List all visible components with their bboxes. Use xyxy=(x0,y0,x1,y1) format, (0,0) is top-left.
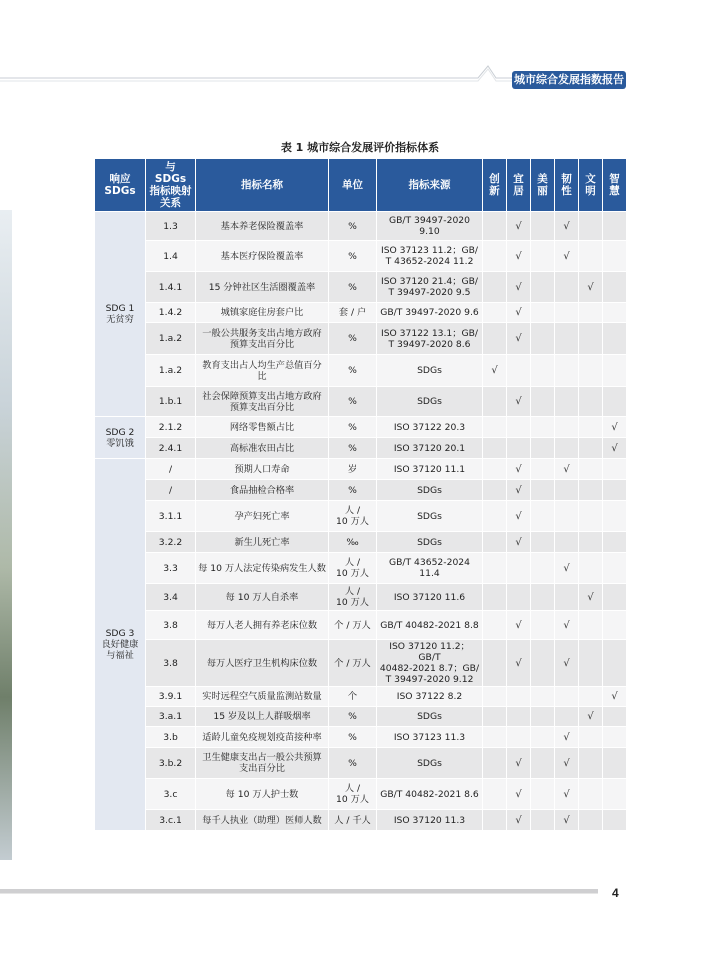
dimension-check-cell xyxy=(507,727,531,748)
unit-cell: % xyxy=(329,727,377,748)
dimension-check-cell xyxy=(603,241,627,272)
dimension-check-cell: √ xyxy=(507,611,531,640)
table-row xyxy=(95,748,627,779)
indicator-name-cell: 基本养老保险覆盖率 xyxy=(196,212,329,241)
dimension-check-cell xyxy=(603,748,627,779)
dimension-check-cell xyxy=(579,532,603,553)
dimension-check-cell xyxy=(531,501,555,532)
dimension-check-cell xyxy=(531,727,555,748)
dimension-check-cell: √ xyxy=(555,611,579,640)
dimension-check-cell: √ xyxy=(507,501,531,532)
dimension-check-cell xyxy=(603,480,627,501)
table-row xyxy=(95,810,627,831)
source-cell: GB/T 40482-2021 8.6 xyxy=(377,779,483,810)
dimension-check-cell xyxy=(603,640,627,687)
dimension-check-cell: √ xyxy=(507,387,531,417)
dimension-check-cell xyxy=(531,355,555,387)
unit-cell: % xyxy=(329,241,377,272)
unit-cell: % xyxy=(329,417,377,438)
source-cell: ISO 37120 11.2；GB/T 40482-2021 8.7；GB/ T 39497-2020 9.12 xyxy=(377,640,483,687)
dimension-check-cell: √ xyxy=(555,810,579,831)
dimension-check-cell xyxy=(603,323,627,355)
unit-cell: % xyxy=(329,323,377,355)
report-title-tag: 城市综合发展指数报告 xyxy=(512,71,626,89)
indicator-name-cell: 社会保障预算支出占地方政府预算支出百分比 xyxy=(196,387,329,417)
dimension-check-cell xyxy=(555,438,579,459)
source-cell: SDGs xyxy=(377,355,483,387)
mapping-code-cell: 3.c.1 xyxy=(146,810,196,831)
mapping-code-cell: / xyxy=(146,459,196,480)
table-row xyxy=(95,727,627,748)
dimension-check-cell xyxy=(531,779,555,810)
table-row xyxy=(95,212,627,241)
dimension-check-cell xyxy=(483,687,507,707)
dimension-check-cell xyxy=(603,707,627,727)
dimension-check-cell xyxy=(603,501,627,532)
dimension-check-cell xyxy=(555,584,579,611)
dimension-check-cell xyxy=(531,532,555,553)
dimension-check-cell xyxy=(507,417,531,438)
col-beautiful: 美 丽 xyxy=(531,159,555,212)
unit-cell: 人 / 10 万人 xyxy=(329,553,377,584)
dimension-check-cell xyxy=(483,532,507,553)
source-cell: ISO 37122 13.1；GB/ T 39497-2020 8.6 xyxy=(377,323,483,355)
mapping-code-cell: 1.a.2 xyxy=(146,355,196,387)
source-cell: GB/T 39497-2020 9.6 xyxy=(377,303,483,323)
dimension-check-cell: √ xyxy=(507,459,531,480)
mapping-code-cell: 3.2.2 xyxy=(146,532,196,553)
dimension-check-cell xyxy=(555,480,579,501)
dimension-check-cell xyxy=(579,553,603,584)
sdg-group-cell: SDG 1 无贫穷 xyxy=(95,212,146,417)
dimension-check-cell xyxy=(555,687,579,707)
indicator-name-cell: 实时远程空气质量监测站数量 xyxy=(196,687,329,707)
dimension-check-cell xyxy=(579,303,603,323)
dimension-check-cell xyxy=(555,323,579,355)
dimension-check-cell xyxy=(531,417,555,438)
source-cell: SDGs xyxy=(377,480,483,501)
dimension-check-cell xyxy=(531,459,555,480)
unit-cell: % xyxy=(329,480,377,501)
dimension-check-cell xyxy=(579,687,603,707)
col-livable: 宜 居 xyxy=(507,159,531,212)
indicator-name-cell: 孕产妇死亡率 xyxy=(196,501,329,532)
unit-cell: 人 / 10 万人 xyxy=(329,501,377,532)
indicator-name-cell: 每千人执业（助理）医师人数 xyxy=(196,810,329,831)
source-cell: ISO 37123 11.2；GB/ T 43652-2024 11.2 xyxy=(377,241,483,272)
page-number: 4 xyxy=(612,886,619,900)
dimension-check-cell xyxy=(531,241,555,272)
dimension-check-cell xyxy=(531,438,555,459)
source-cell: ISO 37122 20.3 xyxy=(377,417,483,438)
dimension-check-cell xyxy=(483,459,507,480)
dimension-check-cell xyxy=(579,810,603,831)
col-unit: 单位 xyxy=(329,159,377,212)
indicator-name-cell: 一般公共服务支出占地方政府预算支出百分比 xyxy=(196,323,329,355)
dimension-check-cell xyxy=(603,553,627,584)
unit-cell: % xyxy=(329,387,377,417)
table-body xyxy=(95,212,627,831)
table-row xyxy=(95,779,627,810)
indicator-name-cell: 15 岁及以上人群吸烟率 xyxy=(196,707,329,727)
dimension-check-cell xyxy=(531,323,555,355)
table-row xyxy=(95,687,627,707)
dimension-check-cell: √ xyxy=(507,323,531,355)
dimension-check-cell xyxy=(579,387,603,417)
unit-cell: % xyxy=(329,212,377,241)
dimension-check-cell xyxy=(555,355,579,387)
dimension-check-cell: √ xyxy=(507,640,531,687)
dimension-check-cell xyxy=(531,611,555,640)
dimension-check-cell: √ xyxy=(507,532,531,553)
source-cell: SDGs xyxy=(377,387,483,417)
dimension-check-cell xyxy=(579,417,603,438)
unit-cell: 岁 xyxy=(329,459,377,480)
col-source: 指标来源 xyxy=(377,159,483,212)
dimension-check-cell xyxy=(483,438,507,459)
dimension-check-cell xyxy=(483,212,507,241)
dimension-check-cell xyxy=(603,611,627,640)
dimension-check-cell: √ xyxy=(507,810,531,831)
dimension-check-cell xyxy=(603,532,627,553)
dimension-check-cell: √ xyxy=(603,687,627,707)
indicator-name-cell: 卫生健康支出占一般公共预算支出百分比 xyxy=(196,748,329,779)
mapping-code-cell: 3.8 xyxy=(146,611,196,640)
dimension-check-cell: √ xyxy=(507,212,531,241)
table-row xyxy=(95,438,627,459)
footer-bar-shadow xyxy=(0,893,598,894)
dimension-check-cell: √ xyxy=(507,779,531,810)
dimension-check-cell xyxy=(603,810,627,831)
dimension-check-cell: √ xyxy=(555,241,579,272)
indicator-name-cell: 高标准农田占比 xyxy=(196,438,329,459)
source-cell: GB/T 40482-2021 8.8 xyxy=(377,611,483,640)
dimension-check-cell xyxy=(579,748,603,779)
background-photo-strip xyxy=(0,210,12,860)
mapping-code-cell: 2.1.2 xyxy=(146,417,196,438)
dimension-check-cell xyxy=(483,810,507,831)
indicator-name-cell: 每 10 万人自杀率 xyxy=(196,584,329,611)
mapping-code-cell: 3.3 xyxy=(146,553,196,584)
mapping-code-cell: 3.b xyxy=(146,727,196,748)
dimension-check-cell xyxy=(531,387,555,417)
mapping-code-cell: 2.4.1 xyxy=(146,438,196,459)
dimension-check-cell: √ xyxy=(507,272,531,303)
table-row xyxy=(95,480,627,501)
dimension-check-cell xyxy=(579,459,603,480)
dimension-check-cell xyxy=(579,355,603,387)
unit-cell: 套 / 户 xyxy=(329,303,377,323)
dimension-check-cell xyxy=(483,640,507,687)
dimension-check-cell xyxy=(579,779,603,810)
dimension-check-cell xyxy=(579,727,603,748)
source-cell: ISO 37120 11.6 xyxy=(377,584,483,611)
dimension-check-cell: √ xyxy=(555,553,579,584)
dimension-check-cell: √ xyxy=(555,640,579,687)
source-cell: SDGs xyxy=(377,501,483,532)
dimension-check-cell xyxy=(579,212,603,241)
dimension-check-cell xyxy=(603,303,627,323)
mapping-code-cell: 3.b.2 xyxy=(146,748,196,779)
unit-cell: % xyxy=(329,438,377,459)
dimension-check-cell xyxy=(603,212,627,241)
dimension-check-cell xyxy=(483,779,507,810)
table-row xyxy=(95,553,627,584)
col-mapping: 与 SDGs 指标映射 关系 xyxy=(146,159,196,212)
dimension-check-cell xyxy=(531,212,555,241)
unit-cell: % xyxy=(329,707,377,727)
indicator-name-cell: 新生儿死亡率 xyxy=(196,532,329,553)
dimension-check-cell xyxy=(579,501,603,532)
source-cell: SDGs xyxy=(377,532,483,553)
dimension-check-cell xyxy=(579,323,603,355)
mapping-code-cell: 1.4 xyxy=(146,241,196,272)
dimension-check-cell xyxy=(555,303,579,323)
dimension-check-cell xyxy=(603,727,627,748)
indicator-name-cell: 食品抽检合格率 xyxy=(196,480,329,501)
dimension-check-cell xyxy=(579,640,603,687)
dimension-check-cell xyxy=(507,355,531,387)
source-cell: ISO 37122 8.2 xyxy=(377,687,483,707)
dimension-check-cell xyxy=(531,748,555,779)
unit-cell: 人 / 千人 xyxy=(329,810,377,831)
table-row xyxy=(95,303,627,323)
unit-cell: ‰ xyxy=(329,532,377,553)
source-cell: SDGs xyxy=(377,748,483,779)
dimension-check-cell xyxy=(531,810,555,831)
mapping-code-cell: 1.a.2 xyxy=(146,323,196,355)
indicator-name-cell: 15 分钟社区生活圈覆盖率 xyxy=(196,272,329,303)
dimension-check-cell: √ xyxy=(507,748,531,779)
col-resilient: 韧 性 xyxy=(555,159,579,212)
mapping-code-cell: 1.b.1 xyxy=(146,387,196,417)
dimension-check-cell xyxy=(483,272,507,303)
dimension-check-cell xyxy=(603,387,627,417)
mapping-code-cell: 1.4.1 xyxy=(146,272,196,303)
table-row xyxy=(95,417,627,438)
indicator-name-cell: 预期人口寿命 xyxy=(196,459,329,480)
table-row xyxy=(95,272,627,303)
dimension-check-cell xyxy=(531,303,555,323)
dimension-check-cell: √ xyxy=(507,303,531,323)
table-row xyxy=(95,355,627,387)
dimension-check-cell xyxy=(531,584,555,611)
source-cell: SDGs xyxy=(377,707,483,727)
dimension-check-cell xyxy=(579,241,603,272)
dimension-check-cell xyxy=(483,748,507,779)
table-row xyxy=(95,611,627,640)
indicator-name-cell: 每 10 万人法定传染病发生人数 xyxy=(196,553,329,584)
source-cell: ISO 37120 11.1 xyxy=(377,459,483,480)
unit-cell: 个 / 万人 xyxy=(329,640,377,687)
col-civilized: 文 明 xyxy=(579,159,603,212)
unit-cell: 个 xyxy=(329,687,377,707)
mapping-code-cell: 1.3 xyxy=(146,212,196,241)
dimension-check-cell xyxy=(603,355,627,387)
table-row xyxy=(95,459,627,480)
table-header-row xyxy=(95,159,627,212)
mapping-code-cell: 3.a.1 xyxy=(146,707,196,727)
dimension-check-cell xyxy=(483,707,507,727)
dimension-check-cell xyxy=(555,272,579,303)
indicator-name-cell: 适龄儿童免疫规划疫苗接种率 xyxy=(196,727,329,748)
dimension-check-cell xyxy=(603,779,627,810)
mapping-code-cell: 3.4 xyxy=(146,584,196,611)
indicator-name-cell: 城镇家庭住房套户比 xyxy=(196,303,329,323)
dimension-check-cell: √ xyxy=(555,727,579,748)
mapping-code-cell: / xyxy=(146,480,196,501)
unit-cell: 个 / 万人 xyxy=(329,611,377,640)
dimension-check-cell: √ xyxy=(555,212,579,241)
table-row xyxy=(95,584,627,611)
table-row xyxy=(95,532,627,553)
dimension-check-cell: √ xyxy=(507,480,531,501)
dimension-check-cell: √ xyxy=(483,355,507,387)
dimension-check-cell xyxy=(483,387,507,417)
dimension-check-cell: √ xyxy=(603,417,627,438)
sdg-group-cell: SDG 2 零饥饿 xyxy=(95,417,146,459)
mapping-code-cell: 3.c xyxy=(146,779,196,810)
mapping-code-cell: 3.8 xyxy=(146,640,196,687)
indicator-name-cell: 网络零售额占比 xyxy=(196,417,329,438)
sdg-group-cell: SDG 3 良好健康 与福祉 xyxy=(95,459,146,831)
unit-cell: % xyxy=(329,748,377,779)
dimension-check-cell xyxy=(579,438,603,459)
dimension-check-cell: √ xyxy=(507,241,531,272)
dimension-check-cell xyxy=(531,480,555,501)
dimension-check-cell xyxy=(507,438,531,459)
table-title: 表 1 城市综合发展评价指标体系 xyxy=(280,141,440,154)
dimension-check-cell xyxy=(507,707,531,727)
table-row xyxy=(95,241,627,272)
indicator-table xyxy=(94,158,627,831)
dimension-check-cell xyxy=(579,611,603,640)
dimension-check-cell xyxy=(555,387,579,417)
dimension-check-cell xyxy=(603,272,627,303)
table-row xyxy=(95,640,627,687)
dimension-check-cell xyxy=(555,417,579,438)
source-cell: ISO 37120 20.1 xyxy=(377,438,483,459)
dimension-check-cell xyxy=(483,584,507,611)
source-cell: ISO 37123 11.3 xyxy=(377,727,483,748)
dimension-check-cell xyxy=(603,584,627,611)
indicator-name-cell: 教育支出占人均生产总值百分比 xyxy=(196,355,329,387)
table-row xyxy=(95,707,627,727)
dimension-check-cell xyxy=(483,611,507,640)
col-indicator: 指标名称 xyxy=(196,159,329,212)
indicator-name-cell: 每万人老人拥有养老床位数 xyxy=(196,611,329,640)
source-cell: GB/T 43652-2024 11.4 xyxy=(377,553,483,584)
unit-cell: % xyxy=(329,355,377,387)
dimension-check-cell xyxy=(483,727,507,748)
dimension-check-cell: √ xyxy=(555,748,579,779)
table-row xyxy=(95,501,627,532)
dimension-check-cell xyxy=(603,459,627,480)
dimension-check-cell: √ xyxy=(555,779,579,810)
table-row xyxy=(95,323,627,355)
dimension-check-cell xyxy=(483,553,507,584)
dimension-check-cell: √ xyxy=(579,707,603,727)
dimension-check-cell: √ xyxy=(555,459,579,480)
indicator-name-cell: 每 10 万人护士数 xyxy=(196,779,329,810)
dimension-check-cell xyxy=(531,707,555,727)
dimension-check-cell: √ xyxy=(579,584,603,611)
dimension-check-cell xyxy=(555,532,579,553)
dimension-check-cell xyxy=(483,323,507,355)
dimension-check-cell xyxy=(531,272,555,303)
dimension-check-cell xyxy=(507,553,531,584)
dimension-check-cell xyxy=(531,553,555,584)
mapping-code-cell: 1.4.2 xyxy=(146,303,196,323)
source-cell: GB/T 39497-2020 9.10 xyxy=(377,212,483,241)
indicator-name-cell: 基本医疗保险覆盖率 xyxy=(196,241,329,272)
dimension-check-cell xyxy=(483,303,507,323)
col-innovation: 创 新 xyxy=(483,159,507,212)
table-row xyxy=(95,387,627,417)
col-smart: 智 慧 xyxy=(603,159,627,212)
dimension-check-cell xyxy=(507,687,531,707)
dimension-check-cell xyxy=(555,501,579,532)
dimension-check-cell xyxy=(483,241,507,272)
indicator-name-cell: 每万人医疗卫生机构床位数 xyxy=(196,640,329,687)
dimension-check-cell xyxy=(483,417,507,438)
dimension-check-cell xyxy=(579,480,603,501)
source-cell: ISO 37120 11.3 xyxy=(377,810,483,831)
dimension-check-cell xyxy=(531,687,555,707)
unit-cell: 人 / 10 万人 xyxy=(329,779,377,810)
dimension-check-cell xyxy=(555,707,579,727)
mapping-code-cell: 3.1.1 xyxy=(146,501,196,532)
dimension-check-cell xyxy=(483,480,507,501)
mapping-code-cell: 3.9.1 xyxy=(146,687,196,707)
unit-cell: % xyxy=(329,272,377,303)
dimension-check-cell xyxy=(531,640,555,687)
dimension-check-cell xyxy=(483,501,507,532)
source-cell: ISO 37120 21.4；GB/ T 39497-2020 9.5 xyxy=(377,272,483,303)
dimension-check-cell: √ xyxy=(603,438,627,459)
col-sdg: 响应 SDGs xyxy=(95,159,146,212)
dimension-check-cell xyxy=(507,584,531,611)
unit-cell: 人 / 10 万人 xyxy=(329,584,377,611)
dimension-check-cell: √ xyxy=(579,272,603,303)
